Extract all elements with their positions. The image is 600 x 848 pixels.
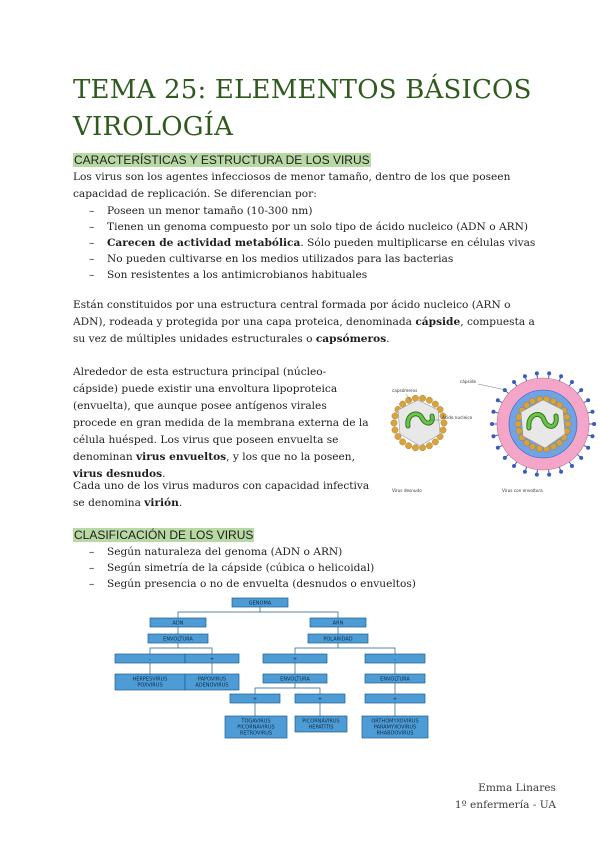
page-title (73, 72, 543, 146)
list-item: – Son resistentes a los antimicrobianos habituales (73, 267, 543, 283)
capsomer (529, 398, 535, 404)
envelope-spike-head (559, 470, 563, 474)
envelope-spike-head (523, 374, 527, 378)
nucleic-acid-label: Ácido nucleico (442, 415, 473, 420)
svg-text:GENOMA: GENOMA (248, 600, 272, 607)
capsomer (432, 401, 438, 407)
svg-text:TOGAVIRUSPICORNAVIRUSRETROVIRU: TOGAVIRUS PICORNAVIRUS RETROVIRUS (237, 718, 275, 737)
envelope-spike-head (496, 398, 500, 402)
capsomer (405, 443, 411, 449)
envelope-spike-head (586, 446, 590, 450)
capsomer (392, 413, 398, 419)
capsomer (419, 395, 425, 401)
envelope-spike-head (579, 388, 583, 392)
capsomer (516, 428, 522, 434)
envelope-paragraph: Alrededor de esta estructura principal (núcleo-cápside) puede existir una envoltura lipoproteica (envuelta), que aunque posee antígenos virales procede en gran medida de la membrana externa de la célula huésped. Los virus que poseen envuelta se denominan virus envueltos, y los que no la poseen, virus desnudos. (73, 366, 369, 480)
svg-text:ENVOLTURA: ENVOLTURA (163, 636, 193, 643)
capsomer (515, 421, 521, 427)
list-item: – Carecen de actividad metabólica. Sólo pueden multiplicarse en células vivas (73, 235, 543, 251)
characteristics-list (73, 203, 543, 283)
envelope-spike-head (496, 446, 500, 450)
list-item: – Poseen un menor tamaño (10-300 nm) (73, 203, 543, 219)
envelope-spike-head (591, 434, 595, 438)
capsomer (405, 397, 411, 403)
classification-list (73, 544, 543, 592)
capsomer (441, 420, 447, 426)
envelope-spike-head (570, 464, 574, 468)
svg-text:+: + (209, 656, 215, 663)
list-item: – Según presencia o no de envuelta (desnudos o envueltos) (73, 576, 543, 592)
envelope-spike-head (512, 464, 516, 468)
tree-node-plus-a (230, 694, 280, 703)
envelope-spike-head (535, 371, 539, 375)
envelope-spike-head (523, 470, 527, 474)
capsomer (565, 421, 571, 427)
structure-paragraph: Están constituidos por una estructura central formada por ácido nucleico (ARN o ADN), rodeada y protegida por una capa proteica, denominada cápside, compuesta a su vez de múltiples unidades estructurales o capsómeros. (73, 299, 535, 345)
tree-node-root (232, 598, 288, 607)
svg-text:ADN: ADN (172, 620, 184, 627)
svg-text:-: - (394, 656, 396, 663)
envelope-spike-head (547, 473, 551, 477)
tree-node-plus-c (365, 694, 425, 703)
enveloped-virus-caption: Virus con envoltura (502, 488, 543, 493)
tree-node-plus-b (295, 694, 345, 703)
capsomer (556, 440, 562, 446)
enveloped-virus-illustration (490, 371, 596, 476)
course-label: 1º enfermería - UA (454, 799, 556, 811)
capsomeros-label: capsómeros (392, 388, 418, 393)
svg-text:HERPESVIRUSPOXVIRUS: HERPESVIRUS POXVIRUS (132, 676, 168, 689)
virus-structure-figure (378, 370, 600, 500)
svg-text:-: - (149, 656, 151, 663)
capsomer (392, 427, 398, 433)
naked-virus-illustration (391, 395, 447, 451)
envelope-spike-head (503, 388, 507, 392)
list-item: – Tienen un genoma compuesto por un solo tipo de ácido nucleico (ADN o ARN) (73, 219, 543, 235)
envelope-spike-head (592, 422, 596, 426)
envelope-spike-head (491, 434, 495, 438)
capside-label: cápside (460, 379, 477, 384)
tree-node-envoltura (148, 634, 208, 643)
tree-node-orthomyxovirus (362, 716, 428, 738)
envelope-spike-head (503, 456, 507, 460)
author-name: Emma Linares (478, 782, 556, 794)
capsomer (440, 427, 446, 433)
envelope-spike-head (586, 398, 590, 402)
title-line-1: TEMA 25: ELEMENTOS BÁSICOS (73, 75, 532, 105)
tree-node-picornavirus (295, 716, 347, 732)
svg-text:ENVOLTURA: ENVOLTURA (380, 676, 410, 683)
svg-text:ENVOLTURA: ENVOLTURA (280, 676, 310, 683)
section-heading-characteristics: CARACTERÍSTICAS Y ESTRUCTURA DE LOS VIRUS (74, 153, 370, 167)
virion-paragraph: Cada uno de los virus maduros con capacidad infectiva se denomina virión. (73, 480, 370, 509)
tree-node-adn (150, 618, 206, 627)
svg-text:+: + (392, 696, 398, 703)
envelope-spike-head (512, 380, 516, 384)
svg-text:ARN: ARN (332, 620, 344, 627)
tree-node-togavirus (225, 716, 287, 738)
svg-text:PICORNAVIRUSHEPATITIS: PICORNAVIRUS HEPATITIS (302, 718, 340, 731)
envelope-spike-head (535, 473, 539, 477)
list-item: – Según simetría de la cápside (cúbica o helicoidal) (73, 560, 543, 576)
svg-text:POLARIDAD: POLARIDAD (323, 636, 353, 643)
capsomer (550, 398, 556, 404)
classification-tree (110, 596, 430, 746)
capsomer (426, 397, 432, 403)
svg-text:+: + (292, 656, 298, 663)
tree-node-envoltura-minus (365, 674, 425, 683)
capsomer (391, 420, 397, 426)
tree-node-envoltura-plus (263, 674, 327, 683)
list-item: – No pueden cultivarse en los medios utilizados para las bacterias (73, 251, 543, 267)
capsomer (399, 439, 405, 445)
intro-paragraph: Los virus son los agentes infecciosos de menor tamaño, dentro de los que poseen capacidad de replicación. Se diferencian por: (73, 171, 511, 200)
capsomer (523, 402, 529, 408)
envelope-spike-head (491, 410, 495, 414)
capsomer (426, 443, 432, 449)
capsomer (564, 414, 570, 420)
capsomer (432, 439, 438, 445)
tree-node-herpesvirus (115, 674, 185, 690)
tree-node-polaridad (308, 634, 368, 643)
title-line-2: VIROLOGÍA (73, 112, 234, 142)
envelope-spike-head (559, 374, 563, 378)
tree-node-papovirus (185, 674, 239, 690)
svg-text:+: + (317, 696, 323, 703)
tree-node-arn-minus (365, 654, 425, 663)
tree-node-arn (310, 618, 366, 627)
capsomer (550, 444, 556, 450)
envelope-spike-head (579, 456, 583, 460)
svg-text:ORTHOMYXOVIRUSPARAMYXOVIRUSRHA: ORTHOMYXOVIRUS PARAMYXOVIRUS RHABDOVIRUS (371, 718, 419, 737)
tree-node-adn-plus (185, 654, 239, 663)
svg-text:PAPOVIRUSADENOVIRUS: PAPOVIRUS ADENOVIRUS (195, 676, 229, 689)
list-item: – Según naturaleza del genoma (ADN o ARN) (73, 544, 543, 560)
naked-virus-caption: Virus desnudo (392, 488, 422, 493)
envelope-spike-head (490, 422, 494, 426)
capsomer (523, 440, 529, 446)
envelope-spike-head (547, 371, 551, 375)
envelope-spike-head (591, 410, 595, 414)
tree-node-arn-plus (263, 654, 327, 663)
capsomer (529, 444, 535, 450)
tree-node-adn-minus (115, 654, 185, 663)
section-heading-classification: CLASIFICACIÓN DE LOS VIRUS (74, 528, 254, 542)
svg-text:+: + (252, 696, 258, 703)
envelope-spike-head (570, 380, 574, 384)
capsomer (412, 445, 418, 451)
